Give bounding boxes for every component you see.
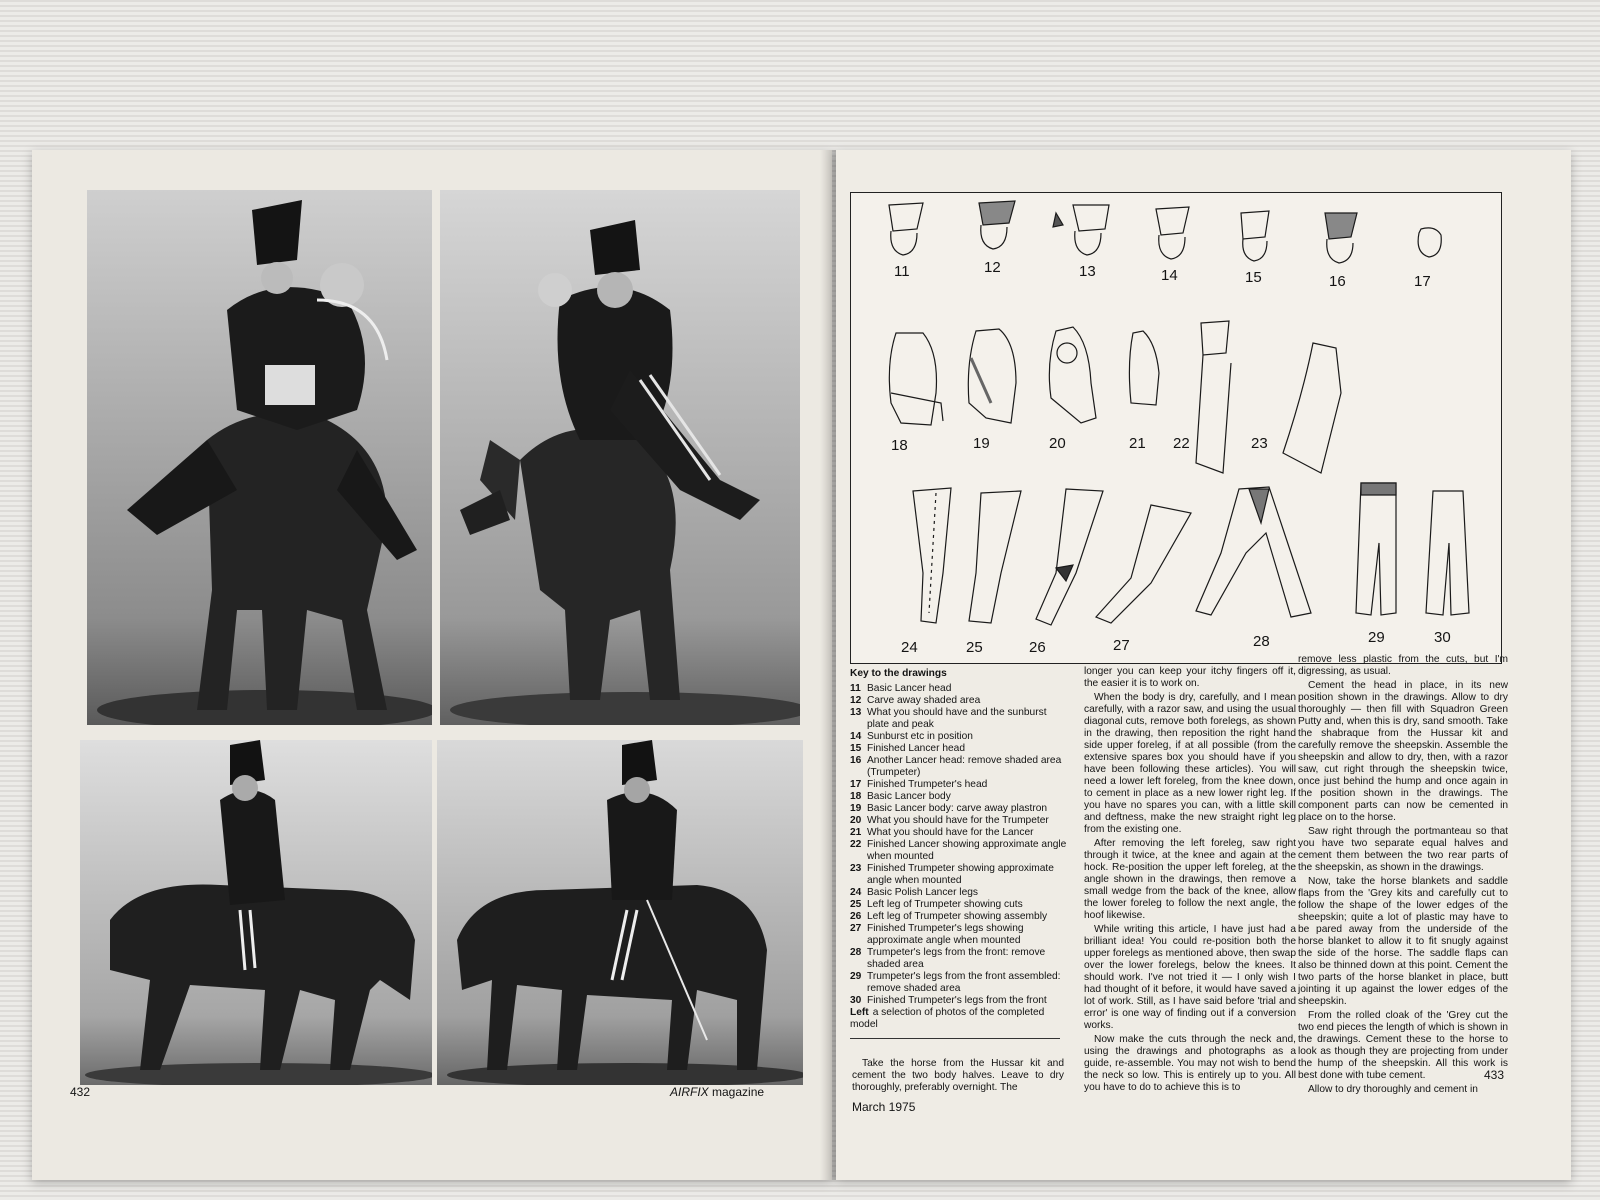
figure-label-21: 21 [1129,435,1146,452]
figure-label-14: 14 [1161,267,1178,284]
key-item: 25 Left leg of Trumpeter showing cuts [850,899,1023,910]
figure-label-17: 17 [1414,273,1431,290]
magazine-footer [670,1085,764,1099]
key-item: 19 Basic Lancer body: carve away plastron [850,803,1048,814]
key-photo-caption: Left a selection of photos of the completed model [850,1007,1045,1030]
figure-label-22: 22 [1173,435,1190,452]
key-item: 21 What you should have for the Lancer [850,827,1034,838]
magazine-word: magazine [712,1085,765,1099]
key-item: 30 Finished Trumpeter's legs from the front [850,995,1047,1006]
paragraph: Now make the cuts through the neck and, using the drawings and photographs as a guide, re-assemble. You may not wish to bend the neck so low. This is entirely up to you. All you have to do to achieve this is to [1084,1034,1296,1093]
paragraph: Now, take the horse blankets and saddle flaps from the 'Grey kits and carefully cut to follow the shape of the lower edges of the sheepskin; quite a lot of plastic may have to be pared away from the underside of the horse blanket to allow it to fit snugly against the side of the horse. The saddle flaps can also be thinned down at this point. Cement the two parts of the horse blanket in place, butt jointing it up against the lower edges of the sheepskin. [1298,876,1508,1007]
article-column-2 [1084,666,1296,1096]
figure-label-28: 28 [1253,633,1270,650]
key-item: 11 Basic Lancer head [850,683,952,694]
figure-label-30: 30 [1434,629,1451,646]
paragraph: From the rolled cloak of the 'Grey cut the two end pieces the length of which is shown in the drawings. Cement these to the horse to look as though they are projecting from under the hump of the sheepskin. All this work is best done with tube cement. [1298,1010,1508,1081]
issue-date: March 1975 [852,1100,916,1114]
figure-label-12: 12 [984,259,1001,276]
paragraph: While writing this article, I have just had a brilliant idea! You could re-position both the upper forelegs as mentioned above, then swap over the lower forelegs, below the knees. It should work. I've not tried it — I only wish I had thought of it before, it would have saved a lot of work. Still, as I have said before 'trial and error' is one way of finding out if a conversion works. [1084,924,1296,1031]
right-page [836,150,1571,1180]
figure-label-20: 20 [1049,435,1066,452]
figure-label-29: 29 [1368,629,1385,646]
key-item: 12 Carve away shaded area [850,695,981,706]
drawing-heads [889,201,1441,263]
figure-label-18: 18 [891,437,908,454]
figure-label-26: 26 [1029,639,1046,656]
key-item: 17 Finished Trumpeter's head [850,779,988,790]
key-item: 26 Left leg of Trumpeter showing assembly [850,911,1048,922]
paragraph: After removing the left foreleg, saw right through it twice, at the knee and again at the hock. Re-position the upper left foreleg, at the angle shown in the drawings, then remove a small wedge from the back of the knee, allow the lower foreleg to follow the next angle, the hoof likewise. [1084,838,1296,921]
article-column-1 [852,1058,1064,1096]
key-item: 24 Basic Polish Lancer legs [850,887,978,898]
key-divider [850,1038,1060,1039]
figure-label-19: 19 [973,435,990,452]
figure-label-23: 23 [1251,435,1268,452]
figure-label-13: 13 [1079,263,1096,280]
key-item: 13 What you should have and the sunburst plate and peak [850,707,1047,730]
paragraph: Saw right through the portmanteau so that you have two separate equal halves and cement them between the two rear parts of the sheepskin, as shown in the drawings. [1298,826,1508,873]
figure-label-15: 15 [1245,269,1262,286]
key-item: 14 Sunburst etc in position [850,731,973,742]
key-item: 28 Trumpeter's legs from the front: remove shaded area [850,947,1046,970]
figure-label-11: 11 [894,263,910,280]
photo-trumpeter-side-right [80,740,432,1085]
figure-label-24: 24 [901,639,918,656]
photo-lancer-embrace-front [87,190,432,725]
key-item: 15 Finished Lancer head [850,743,965,754]
key-item: 23 Finished Trumpeter showing approximate angle when mounted [850,863,1054,886]
paragraph: Take the horse from the Hussar kit and cement the two body halves. Leave to dry thoroughly, preferably overnight. The [852,1058,1064,1093]
photo-lancer-embrace-angled [440,190,800,725]
left-page [32,150,832,1180]
key-item: 27 Finished Trumpeter's legs showing approximate angle when mounted [850,923,1024,946]
paragraph: remove less plastic from the cuts, but I'm digressing, as usual. [1298,654,1508,677]
paragraph: Allow to dry thoroughly and cement in [1308,1084,1478,1095]
page-number-right: 433 [1484,1068,1505,1082]
key-item: 29 Trumpeter's legs from the front assembled: remove shaded area [850,971,1061,994]
key-item: 20 What you should have for the Trumpeter [850,815,1049,826]
paragraph: When the body is dry, carefully, and I mean carefully, with a razor saw, and using the usual diagonal cuts, remove both forelegs, as shown in the drawing, then reposition the right hand side upper foreleg, if at all possible (from the extensive spares box you should have if you have been following these articles). You will need a lower left foreleg, from the knee down, to cement in place as a new lower right leg. If you have no spares you can, with a little skill and deftness, make the new straight right leg from the existing one. [1084,692,1296,835]
drawing-legs [913,483,1469,625]
figure-label-27: 27 [1113,637,1130,654]
key-title: Key to the drawings [850,668,947,679]
figure-label-16: 16 [1329,273,1346,290]
article-column-3 [1298,654,1508,1098]
photo-trumpeter-side-left [437,740,803,1085]
drawings-key [850,668,1068,1031]
paragraph: longer you can keep your itchy fingers off it, the easier it is to work on. [1084,666,1296,689]
key-item: 16 Another Lancer head: remove shaded area (Trumpeter) [850,755,1062,778]
drawings-panel [850,192,1502,664]
figure-label-25: 25 [966,639,983,656]
page-number-left: 432 [70,1085,91,1099]
key-item: 22 Finished Lancer showing approximate angle when mounted [850,839,1067,862]
paragraph: Cement the head in place, in its new position shown in the drawings. Allow to dry thoroughly — then fill with Squadron Green Putty and, when this is dry, sand smooth. Take the shabraque from the Hussar kit and carefully remove the sheepskin. Assemble the sheepskin and allow to dry, then, with a razor saw, cut right through the sheepskin twice, once just behind the hump and once again in the position shown in the drawings. The component parts can now be cemented in place on to the horse. [1298,680,1508,823]
magazine-brand: AIRFIX [670,1085,709,1099]
key-item: 18 Basic Lancer body [850,791,951,802]
drawing-bodies [889,321,1341,473]
